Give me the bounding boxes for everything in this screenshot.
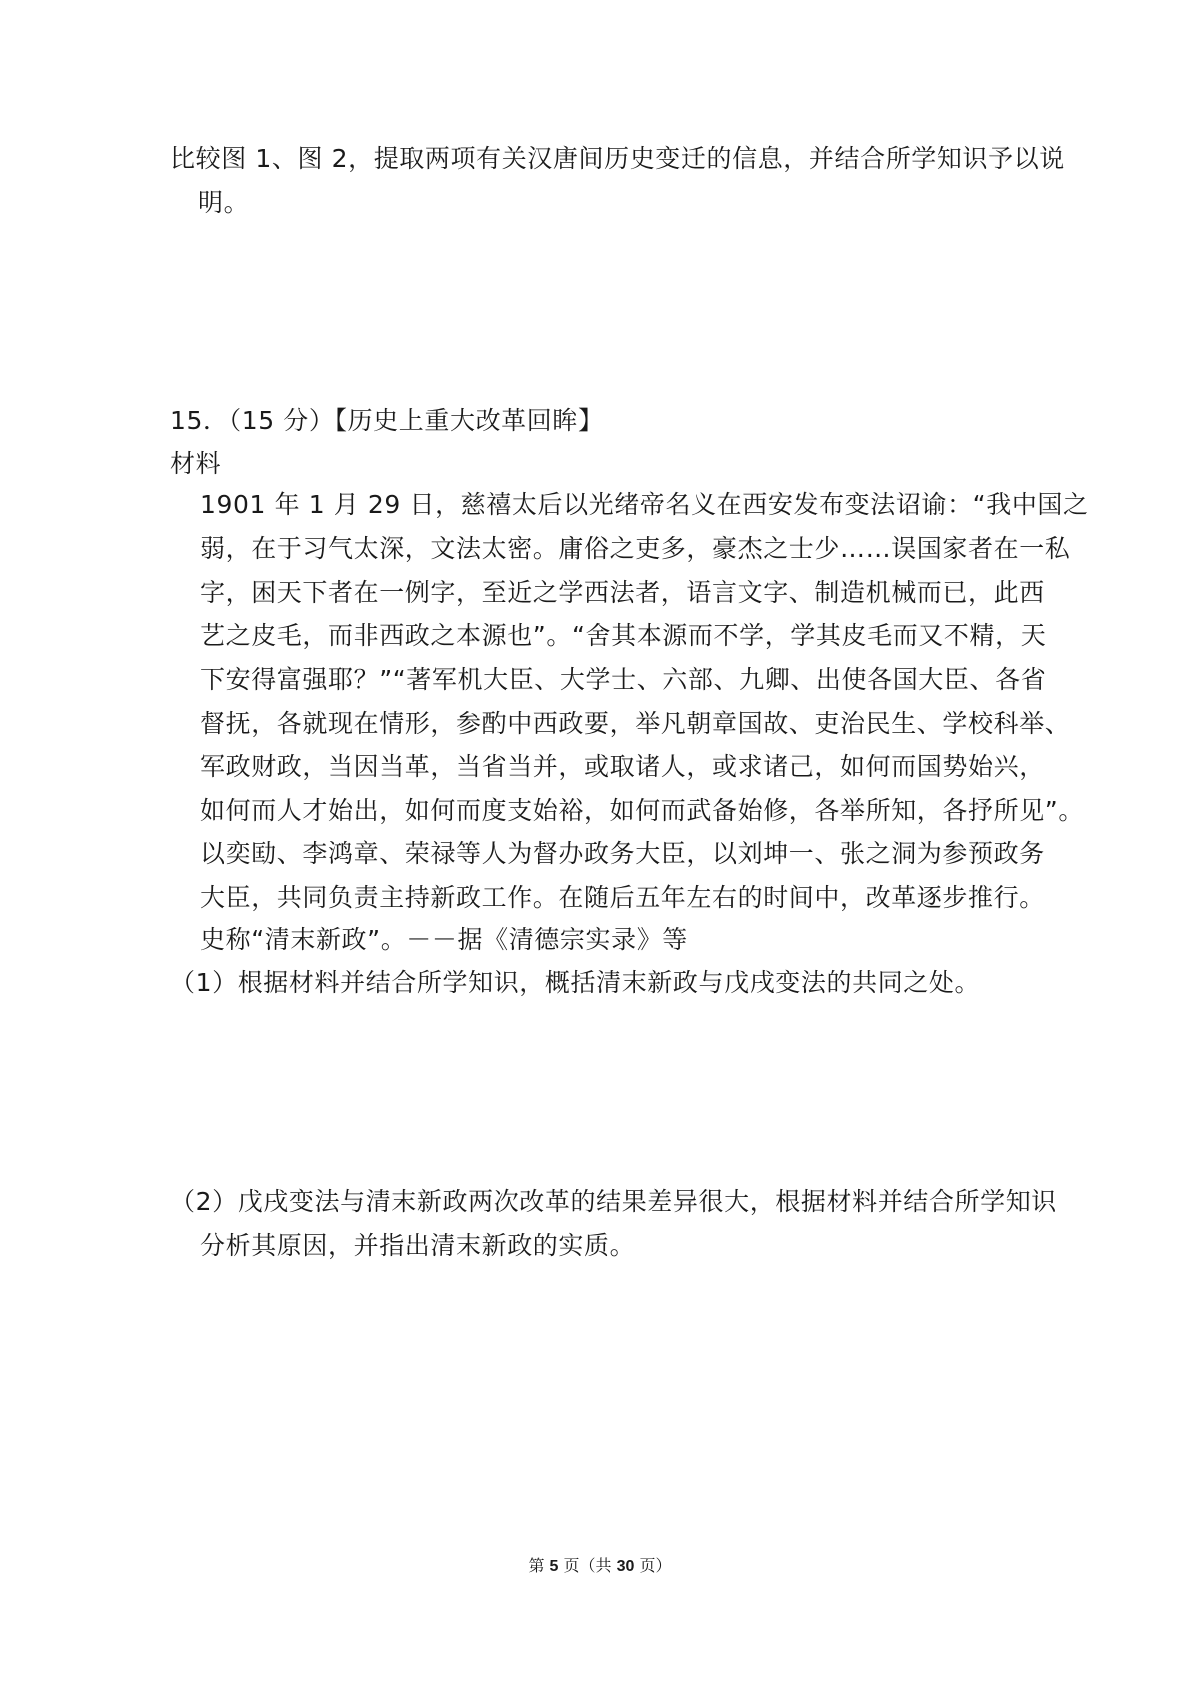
page-total: 30: [616, 1558, 635, 1575]
material-line: 大臣，共同负责主持新政工作。在随后五年左右的时间中，改革逐步推行。: [200, 883, 1045, 912]
sub-question-2-line-1: （2）戊戌变法与清末新政两次改革的结果差异很大，根据材料并结合所学知识: [170, 1187, 1057, 1216]
material-line: 如何而人才始出，如何而度支始裕，如何而武备始修，各举所知，各抒所见”。: [200, 796, 1084, 825]
footer-prefix: 第: [528, 1556, 550, 1575]
footer-middle: 页（共: [558, 1556, 617, 1575]
question-15-heading: 15．（15 分）【历史上重大改革回眸】: [170, 406, 604, 435]
sub-question-1: （1）根据材料并结合所学知识，概括清末新政与戊戌变法的共同之处。: [170, 968, 981, 997]
material-line: 字，困天下者在一例字，至近之学西法者，语言文字、制造机械而已，此西: [200, 578, 1045, 607]
material-line: 下安得富强耶？”“著军机大臣、大学士、六部、九卿、出使各国大臣、各省: [200, 665, 1047, 694]
material-line: 督抚，各就现在情形，参酌中西政要，举凡朝章国故、吏治民生、学校科举、: [200, 709, 1071, 738]
page-number: 5: [549, 1558, 559, 1575]
material-line: 艺之皮毛，而非西政之本源也”。“舍其本源而不学，学其皮毛而又不精，天: [200, 621, 1047, 650]
material-line: 以奕劻、李鸿章、荣禄等人为督办政务大臣，以刘坤一、张之洞为参预政务: [200, 839, 1045, 868]
material-line: 史称“清末新政”。－－据《清德宗实录》等: [200, 925, 688, 954]
sub-question-2-line-2: 分析其原因，并指出清末新政的实质。: [200, 1231, 636, 1260]
material-label: 材料: [170, 449, 222, 478]
question-14-text-line-2: 明。: [198, 188, 250, 217]
material-line: 弱，在于习气太深，文法太密。庸俗之吏多，豪杰之士少……误国家者在一私: [200, 534, 1071, 563]
footer-suffix: 页）: [634, 1556, 672, 1575]
material-line: 军政财政，当因当革，当省当并，或取诸人，或求诸己，如何而国势始兴，: [200, 752, 1045, 781]
material-line: 1901 年 1 月 29 日，慈禧太后以光绪帝名义在西安发布变法诏谕：“我中国之: [200, 490, 1089, 519]
page-footer: [0, 1556, 1200, 1577]
question-14-text-line-1: 比较图 1、图 2，提取两项有关汉唐间历史变迁的信息，并结合所学知识予以说: [170, 144, 1065, 173]
